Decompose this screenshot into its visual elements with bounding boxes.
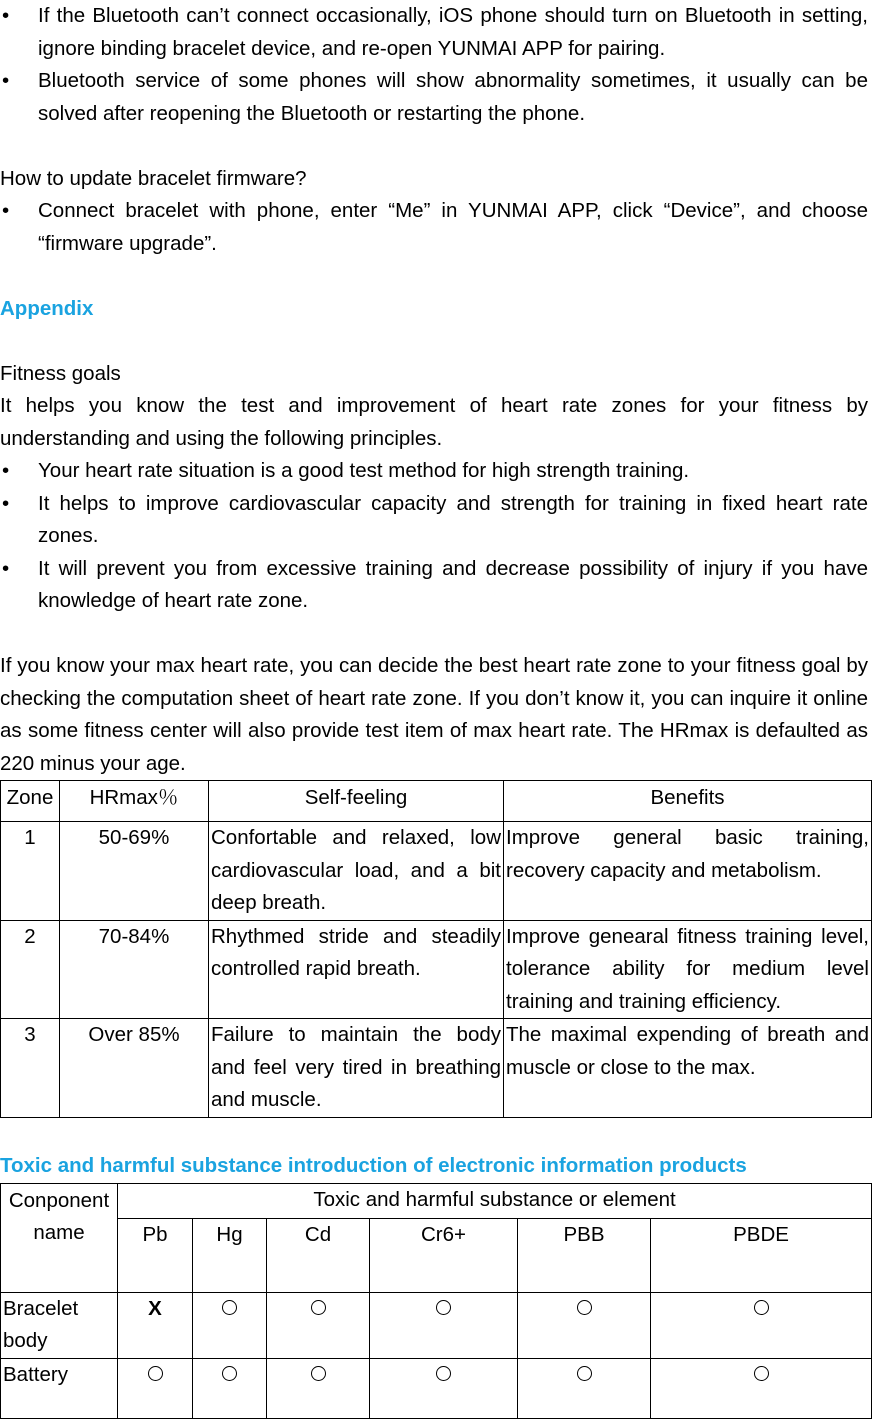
list-item — [0, 455, 872, 488]
circle-mark-icon — [222, 1300, 237, 1315]
mark-cell — [370, 1292, 518, 1358]
element-header-cd: Cd — [267, 1218, 370, 1292]
principle-text: Your heart rate situation is a good test method for high strength training. — [38, 459, 690, 482]
benefits-cell: The maximal expending of breath and muscle or close to the max. — [504, 1019, 872, 1118]
heart-rate-zone-table — [0, 780, 872, 1118]
principle-text: It helps to improve cardiovascular capacity and strength for training in fixed heart rate zones. — [38, 491, 868, 547]
max-heart-rate-paragraph: If you know your max heart rate, you can decide the best heart rate zone to your fitness goal by checking the computation sheet of heart rate zone. If you don’t know it, you can inquire it online as some fitness center will also provide test item of max heart rate. The HRmax is defaulted as 220 minus your age. — [0, 654, 868, 775]
substance-group-header: Toxic and harmful substance or element — [118, 1183, 872, 1218]
bullet-icon: • — [2, 199, 10, 222]
component-name-cell: Battery — [1, 1358, 118, 1418]
zone-cell: 3 — [1, 1019, 60, 1118]
fitness-intro: It helps you know the test and improvement of heart rate zones for your fitness by understanding and using the following principles. — [0, 394, 868, 450]
bullet-icon: • — [2, 556, 10, 580]
mark-cell — [193, 1292, 267, 1358]
hrmax-cell: 50-69% — [60, 822, 209, 921]
table-row — [1, 920, 872, 1019]
hrmax-cell: Over 85% — [60, 1019, 209, 1118]
mark-cell — [370, 1358, 518, 1418]
circle-mark-icon — [577, 1366, 592, 1381]
mark-cell — [118, 1358, 193, 1418]
exceeds-limit-mark: X — [148, 1296, 162, 1320]
bullet-icon: • — [2, 69, 10, 92]
mark-cell — [651, 1292, 872, 1358]
list-item — [0, 195, 872, 260]
firmware-steps-list — [0, 195, 872, 260]
component-name-cell: Bracelet body — [1, 1292, 118, 1358]
mark-cell — [518, 1292, 651, 1358]
mark-cell — [267, 1292, 370, 1358]
element-header-pbb: PBB — [518, 1218, 651, 1292]
table-header-row — [1, 1183, 872, 1218]
list-item — [0, 553, 872, 618]
toxic-substance-heading: Toxic and harmful substance introduction of electronic information products — [0, 1154, 747, 1177]
benefits-cell: Improve genearal fitness training level, tolerance ability for medium level training and training efficiency. — [504, 920, 872, 1019]
list-item — [0, 65, 872, 130]
header-hrmax: HRmax％ — [60, 781, 209, 822]
table-row — [1, 1019, 872, 1118]
circle-mark-icon — [148, 1366, 163, 1381]
table-row — [1, 1292, 872, 1358]
tip-text: If the Bluetooth can’t connect occasionally, iOS phone should turn on Bluetooth in setting, ignore binding bracelet device, and re-open YUNMAI APP for pairing. — [38, 4, 868, 60]
bluetooth-tips-list — [0, 0, 872, 130]
list-item — [0, 488, 872, 553]
element-header-pb: Pb — [118, 1218, 193, 1292]
tip-text: Bluetooth service of some phones will show abnormality sometimes, it usually can be solved after reopening the Bluetooth or restarting the phone. — [38, 69, 868, 125]
table-row — [1, 822, 872, 921]
bullet-icon: • — [2, 491, 10, 515]
bullet-icon: • — [2, 459, 10, 482]
feeling-cell: Confortable and relaxed, low cardiovascular load, and a bit deep breath. — [209, 822, 504, 921]
firmware-question: How to update bracelet firmware? — [0, 166, 307, 190]
list-item — [0, 0, 872, 65]
table-header-row — [1, 781, 872, 822]
element-header-pbde: PBDE — [651, 1218, 872, 1292]
toxic-substance-table — [0, 1183, 872, 1419]
circle-mark-icon — [754, 1300, 769, 1315]
circle-mark-icon — [436, 1366, 451, 1381]
mark-cell — [518, 1358, 651, 1418]
circle-mark-icon — [311, 1366, 326, 1381]
element-header-cr6: Cr6+ — [370, 1218, 518, 1292]
header-self-feeling: Self-feeling — [209, 781, 504, 822]
feeling-cell: Failure to maintain the body and feel very tired in breathing and muscle. — [209, 1019, 504, 1118]
mark-cell — [267, 1358, 370, 1418]
appendix-heading: Appendix — [0, 296, 94, 320]
circle-mark-icon — [436, 1300, 451, 1315]
element-header-hg: Hg — [193, 1218, 267, 1292]
zone-cell: 2 — [1, 920, 60, 1019]
table-header-row — [1, 1218, 872, 1292]
mark-cell — [193, 1358, 267, 1418]
bullet-icon: • — [2, 4, 10, 27]
circle-mark-icon — [577, 1300, 592, 1315]
header-zone: Zone — [1, 781, 60, 822]
benefits-cell: Improve general basic training, recovery capacity and metabolism. — [504, 822, 872, 921]
mark-cell — [118, 1292, 193, 1358]
firmware-step-text: Connect bracelet with phone, enter “Me” in YUNMAI APP, click “Device”, and choose “firmware upgrade”. — [38, 199, 868, 255]
header-benefits: Benefits — [504, 781, 872, 822]
table-row — [1, 1358, 872, 1418]
zone-cell: 1 — [1, 822, 60, 921]
principle-text: It will prevent you from excessive training and decrease possibility of injury if you have knowledge of heart rate zone. — [38, 556, 868, 612]
hrmax-cell: 70-84% — [60, 920, 209, 1019]
fitness-principles-list — [0, 455, 872, 618]
fitness-goals-title: Fitness goals — [0, 361, 121, 385]
circle-mark-icon — [222, 1366, 237, 1381]
circle-mark-icon — [311, 1300, 326, 1315]
mark-cell — [651, 1358, 872, 1418]
feeling-cell: Rhythmed stride and steadily controlled rapid breath. — [209, 920, 504, 1019]
component-name-header: Conponent name — [1, 1183, 118, 1292]
circle-mark-icon — [754, 1366, 769, 1381]
